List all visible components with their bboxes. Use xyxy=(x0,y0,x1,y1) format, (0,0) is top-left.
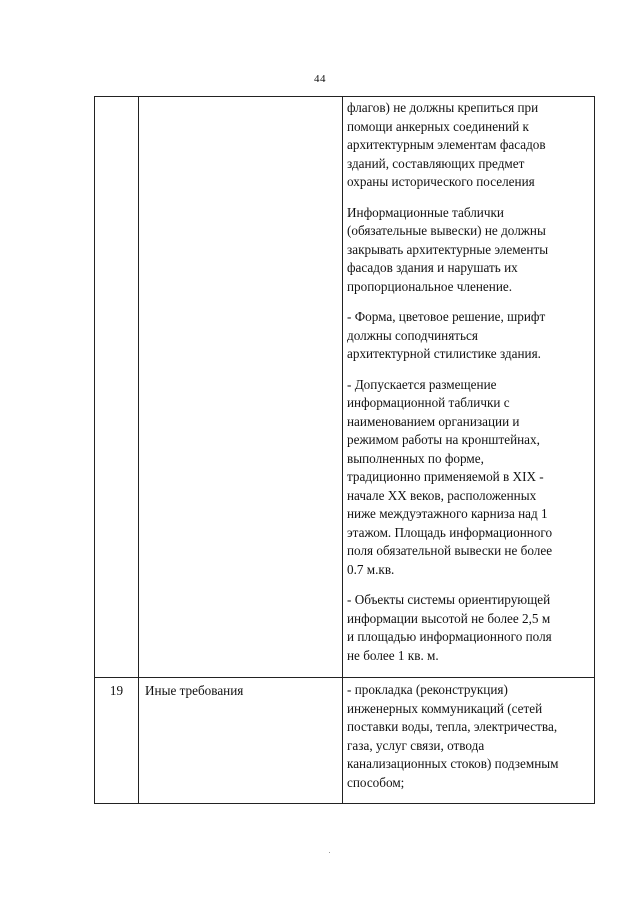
requirement-paragraph: Информационные таблички (обязательные вывески) не должны закрывать архитектурные элементы фасадов здания и нарушать их пропорциональное членение. xyxy=(347,204,549,294)
requirement-paragraph: - прокладка (реконструкция) инженерных коммуникаций (сетей поставки воды, тепла, электричества, газа, услуг связи, отвода канализационных стоков) подземным способом; xyxy=(347,682,559,790)
requirement-paragraph: флагов) не должны крепиться при помощи анкерных соединений к архитектурным элементам фасадов зданий, составляющих предмет охраны исторического поселения xyxy=(347,100,546,189)
requirement-text-cell xyxy=(343,97,595,678)
requirement-paragraph: - Форма, цветовое решение, шрифт должны соподчиняться архитектурной стилистике здания. xyxy=(347,309,546,361)
table-row xyxy=(95,97,595,678)
page-number: 44 xyxy=(314,73,326,85)
requirement-name-cell xyxy=(139,97,343,678)
row-number-cell xyxy=(95,97,139,678)
requirement-paragraph: - Объекты системы ориентирующей информации высотой не более 2,5 м и площадью информационного поля не более 1 кв. м. xyxy=(347,592,552,663)
table-row xyxy=(95,678,595,804)
requirements-table xyxy=(94,96,595,804)
requirement-text-cell xyxy=(343,678,595,804)
requirement-paragraph: - Допускается размещение информационной таблички с наименованием организации и режимом работы на кронштейнах, выполненных по форме, традиционно применяемой в XIX - начале XX веков, расположенных ниже междуэтажного карниза над 1 этажом. Площадь информационного поля обязательной вывески не более 0.7 м.кв. xyxy=(347,376,553,577)
requirement-name-cell: Иные требования xyxy=(139,678,343,804)
scan-speck xyxy=(329,852,330,853)
row-number-cell: 19 xyxy=(95,678,139,804)
